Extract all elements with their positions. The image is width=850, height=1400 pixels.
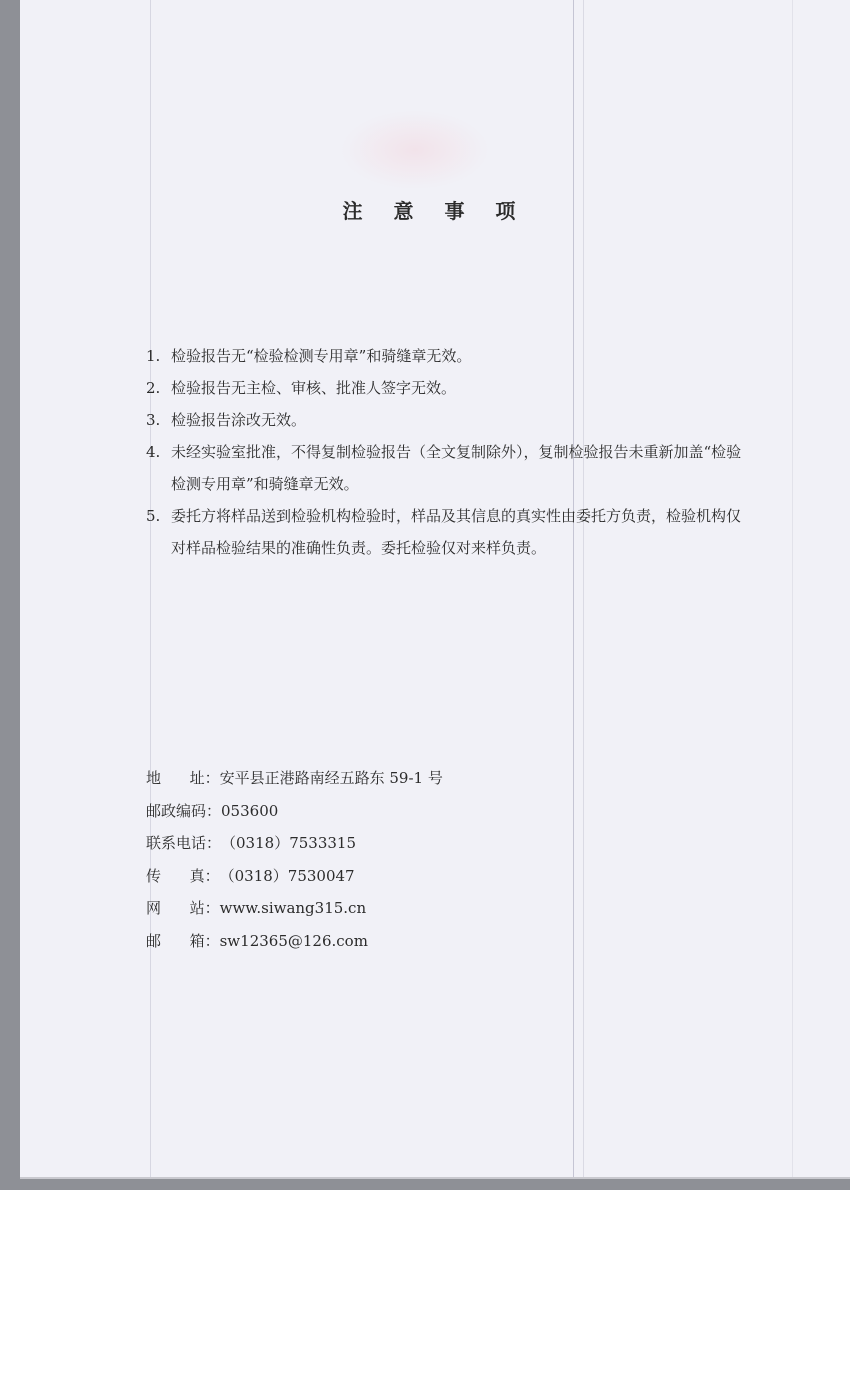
- notice-item: [146, 340, 746, 372]
- stamp-bleed-through: [340, 110, 490, 190]
- contact-postcode: [146, 795, 443, 828]
- contact-info: [146, 762, 443, 957]
- contact-value: （0318）7533315: [221, 834, 356, 852]
- contact-value: www.siwang315.cn: [219, 899, 367, 917]
- notice-number: 5.: [146, 507, 161, 525]
- page-crease: [573, 0, 574, 1177]
- contact-label: 地 址：: [146, 769, 220, 787]
- notice-item: [146, 436, 746, 500]
- notice-number: 3.: [146, 411, 161, 429]
- notice-item: [146, 372, 746, 404]
- contact-fax: [146, 860, 443, 893]
- notice-number: 2.: [146, 379, 161, 397]
- notice-text: 未经实验室批准，不得复制检验报告（全文复制除外），复制检验报告未重新加盖“检验检测专用章”和骑缝章无效。: [171, 443, 742, 493]
- contact-value: 053600: [221, 801, 279, 820]
- contact-value: 安平县正港路南经五路东 59-1 号: [219, 769, 443, 787]
- page-crease: [583, 0, 584, 1177]
- contact-address: [146, 762, 443, 795]
- notice-item: [146, 404, 746, 436]
- notice-item: [146, 500, 746, 564]
- contact-label: 网 站：: [146, 899, 220, 917]
- document-page: [20, 0, 850, 1177]
- contact-phone: [146, 827, 443, 860]
- contact-label: 传 真：: [146, 866, 220, 885]
- notice-text: 检验报告涂改无效。: [171, 411, 307, 429]
- notice-number: 4.: [146, 443, 161, 461]
- notice-number: 1.: [146, 347, 161, 365]
- contact-value: （0318）7530047: [219, 866, 355, 885]
- page-crease: [792, 0, 793, 1177]
- notice-text: 检验报告无主检、审核、批准人签字无效。: [171, 379, 457, 397]
- contact-label: 邮政编码：: [146, 801, 222, 820]
- contact-label: 联系电话：: [146, 834, 222, 852]
- notice-list: [146, 340, 746, 564]
- contact-website: [146, 892, 443, 925]
- page-title: 注 意 事 项: [342, 199, 528, 223]
- contact-email: [146, 925, 443, 958]
- notice-text: 检验报告无“检验检测专用章”和骑缝章无效。: [171, 347, 472, 365]
- contact-value: sw12365@126.com: [219, 931, 368, 950]
- notice-text: 委托方将样品送到检验机构检验时，样品及其信息的真实性由委托方负责，检验机构仅对样品检验结果的准确性负责。委托检验仅对来样负责。: [171, 507, 742, 557]
- page-crease: [150, 0, 151, 1177]
- contact-label: 邮 箱：: [146, 931, 220, 950]
